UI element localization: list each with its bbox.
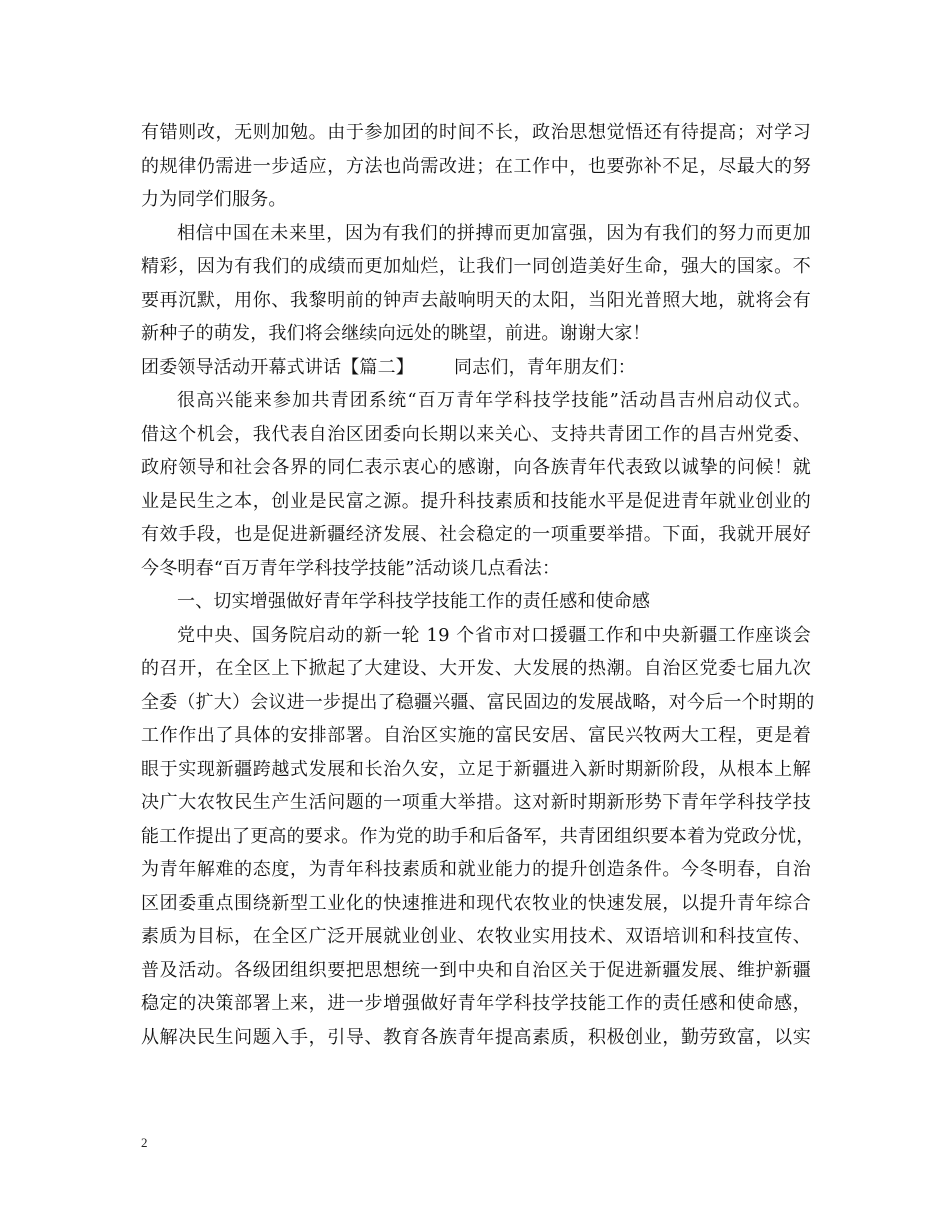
text-line: 要再沉默，用你、我黎明前的钟声去敲响明天的太阳，当阳光普照大地，就将会有 — [141, 289, 811, 311]
text-line: 普及活动。各级团组织要把思想统一到中央和自治区关于促进新疆发展、维护新疆 — [141, 959, 811, 981]
text-line: 工作作出了具体的安排部署。自治区实施的富民安居、富民兴牧两大工程，更是着 — [141, 725, 811, 746]
text-line: 力为同学们服务。 — [141, 189, 287, 210]
text-line: 新种子的萌发，我们将会继续向远处的眺望，前进。谢谢大家！ — [141, 323, 651, 344]
text-line: 眼于实现新疆跨越式发展和长治久安，立足于新疆进入新时期新阶段，从根本上解 — [141, 758, 811, 780]
document-body — [141, 116, 815, 1054]
text-line: 能工作提出了更高的要求。作为党的助手和后备军，共青团组织要本着为党政分忧， — [141, 825, 815, 847]
text-line: 区团委重点围绕新型工业化的快速推进和现代农牧业的快速发展，以提升青年综合 — [141, 892, 811, 914]
text-line: 政府领导和社会各界的同仁表示衷心的感谢，向各族青年代表致以诚挚的问候！就 — [141, 457, 811, 478]
section-heading-line — [141, 351, 811, 385]
text-line: 借这个机会，我代表自治区团委向长期以来关心、支持共青团工作的昌吉州党委、 — [141, 423, 811, 445]
text-line: 的召开，在全区上下掀起了大建设、大开发、大发展的热潮。自治区党委七届九次 — [141, 658, 811, 679]
text-line: 从解决民生问题入手，引导、教育各族青年提高素质，积极创业，勤劳致富，以实 — [141, 1026, 811, 1048]
text-line: 素质为目标，在全区广泛开展就业创业、农牧业实用技术、双语培训和科技宣传、 — [141, 926, 811, 947]
page-number: 2 — [141, 1135, 148, 1150]
text-line: 业是民生之本，创业是民富之源。提升科技素质和技能水平是促进青年就业创业的 — [141, 490, 811, 512]
text-line: 的规律仍需进一步适应，方法也尚需改进；在工作中，也要弥补不足，尽最大的努 — [141, 155, 811, 177]
text-line: 有错则改，无则加勉。由于参加团的时间不长，政治思想觉悟还有待提高；对学习 — [141, 122, 811, 143]
salutation: 同志们，青年朋友们： — [454, 356, 636, 378]
text-line: 全委（扩大）会议进一步提出了稳疆兴疆、富民固边的发展战略，对今后一个时期的 — [141, 691, 815, 713]
text-line: 今冬明春“百万青年学科技学技能”活动谈几点看法： — [141, 557, 561, 579]
text-line: 决广大农牧民生产生活问题的一项重大举措。这对新时期新形势下青年学科技学技 — [141, 792, 811, 813]
text-line: 稳定的决策部署上来，进一步增强做好青年学科技学技能工作的责任感和使命感， — [141, 993, 811, 1014]
section-heading: 团委领导活动开幕式讲话【篇二】 — [141, 356, 414, 378]
text-line: 精彩，因为有我们的成绩而更加灿烂，让我们一同创造美好生命，强大的国家。不 — [141, 256, 811, 277]
subsection-heading: 一、切实增强做好青年学科技学技能工作的责任感和使命感 — [177, 591, 651, 612]
text-line: 相信中国在未来里，因为有我们的拼搏而更加富强，因为有我们的努力而更加 — [177, 222, 811, 244]
text-line: 党中央、国务院启动的新一轮 19 个省市对口援疆工作和中央新疆工作座谈会 — [177, 624, 811, 646]
text-line: 很高兴能来参加共青团系统“百万青年学科技学技能”活动昌吉州启动仪式。 — [177, 390, 811, 411]
text-line: 为青年解难的态度，为青年科技素质和就业能力的提升创造条件。今冬明春，自治 — [141, 859, 811, 880]
text-line: 有效手段，也是促进新疆经济发展、社会稳定的一项重要举措。下面，我就开展好 — [141, 524, 811, 545]
